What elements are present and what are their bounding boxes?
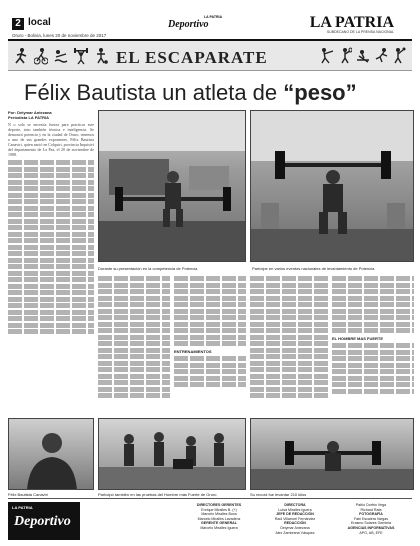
fencer-icon: [320, 47, 334, 65]
text-line: [174, 309, 246, 314]
text-line: [8, 245, 94, 250]
tennis-icon: [338, 47, 352, 65]
byline: [8, 110, 52, 120]
photo-national-events: [250, 110, 414, 262]
footer-col1-role: GERENTE GENERAL: [201, 521, 237, 526]
section-banner: [8, 39, 412, 71]
text-line: [8, 206, 94, 211]
text-line: [98, 367, 170, 372]
footer-col-photo: [336, 503, 406, 535]
text-line: [98, 393, 170, 398]
text-line: [98, 322, 170, 327]
text-line: [250, 335, 328, 340]
text-line: [250, 283, 328, 288]
headline-main: Félix Bautista un atleta de: [24, 80, 284, 105]
footer-col1-name: Enrique Miralles B. (+): [201, 507, 237, 512]
text-line: [174, 382, 246, 387]
text-line: [332, 389, 414, 394]
text-line: [174, 289, 246, 294]
footer-col2-line: REDACCIÓN: [284, 521, 306, 526]
photo3-scene: [9, 419, 94, 490]
footer-col3-line: APG, AB, EFE: [359, 530, 383, 535]
text-line: [8, 238, 94, 243]
supplement-logo: [168, 13, 224, 33]
text-line: [174, 296, 246, 301]
headline-quoted: “peso”: [283, 80, 357, 105]
text-line: [174, 283, 246, 288]
page-header: [0, 0, 420, 36]
dateline: Oruro - Bolivia, lunes 20 de noviembre de 2017: [12, 33, 107, 38]
text-line: [174, 276, 246, 281]
text-line: [332, 322, 414, 327]
footer-col2-head: DIRECTORA: [284, 503, 306, 507]
article-column-5: [332, 276, 414, 416]
text-line: [98, 289, 170, 294]
text-line: [250, 309, 328, 314]
text-line: [98, 315, 170, 320]
text-line: [250, 367, 328, 372]
text-line: [332, 302, 414, 307]
text-line: [174, 369, 246, 374]
footer-col3-line: Fabi Escalera Vargas: [353, 516, 389, 521]
photo-portrait: [8, 418, 94, 490]
text-line: [250, 387, 328, 392]
footer-col2-line: Raúl Villarroel Fernández: [274, 516, 316, 521]
text-line: [8, 303, 94, 308]
article-column-3: [174, 276, 246, 416]
text-line: [8, 297, 94, 302]
photo4-caption: Partícipó también en las pruebas del Hombre más Fuerte de Oruro: [98, 492, 217, 497]
footer-col1-head: DIRECTORES GERENTES: [196, 503, 242, 507]
page-footer: [8, 498, 412, 542]
text-line: [332, 276, 414, 281]
rower-icon: [356, 47, 370, 65]
text-line: [8, 271, 94, 276]
text-line: [174, 335, 246, 340]
basketball-icon: [392, 47, 406, 65]
text-line: [250, 380, 328, 385]
cyclist-icon: [34, 47, 48, 65]
text-line: [332, 343, 414, 348]
text-line: [98, 354, 170, 359]
text-line: [332, 350, 414, 355]
text-line: [98, 328, 170, 333]
text-line: [174, 302, 246, 307]
section-label: local: [28, 17, 51, 28]
photo-competition: [98, 110, 246, 262]
text-line: [98, 296, 170, 301]
footer-col1-name: Marcelo Miralles Bova: [201, 512, 237, 517]
text-line: [8, 199, 94, 204]
text-line: [8, 258, 94, 263]
text-line: [8, 212, 94, 217]
text-line: [332, 376, 414, 381]
text-line: [8, 180, 94, 185]
photo5-caption: Su record fue levantar 210 kilos: [250, 492, 307, 497]
text-line: [250, 361, 328, 366]
text-line: [332, 363, 414, 368]
text-line: [98, 335, 170, 340]
footer-col2-line: Alex Zambrana Vásquez: [275, 530, 315, 535]
photo5-scene: [251, 419, 414, 490]
text-line: [250, 296, 328, 301]
byline-outlet: Periodista LA PATRIA: [8, 115, 50, 120]
footer-col-editorial: [260, 503, 330, 535]
text-line: [8, 284, 94, 289]
footer-col3-line: Erasmo Solares Gemiela: [351, 521, 391, 526]
jumper-icon: [374, 47, 388, 65]
ball-player-icon: [94, 47, 108, 65]
text-line: [332, 296, 414, 301]
text-line: [98, 341, 170, 346]
text-line: [174, 322, 246, 327]
text-line: [8, 219, 94, 224]
text-line: [250, 276, 328, 281]
text-line: [98, 387, 170, 392]
text-line: [250, 289, 328, 294]
footer-logo: [8, 502, 80, 540]
footer-col1-name: Marcelo Miralles Lavadenz: [197, 516, 241, 521]
byline-author: Por: Delymar Antezana: [8, 110, 52, 115]
text-line: [98, 302, 170, 307]
article-headline: [24, 80, 357, 106]
article-column-4: [250, 276, 328, 416]
masthead: LA PATRIA: [309, 14, 394, 31]
text-line: [332, 315, 414, 320]
photo2-scene: [251, 111, 414, 262]
text-line: [174, 328, 246, 333]
text-line: [174, 315, 246, 320]
photo-strongman: [98, 418, 246, 490]
footer-col3-line: FOTOGRAFÍA: [359, 512, 383, 517]
text-line: [250, 354, 328, 359]
text-line: [8, 193, 94, 198]
article-column-2: [98, 276, 170, 416]
text-line: [8, 316, 94, 321]
text-line: [250, 341, 328, 346]
footer-brand: LA PATRIA: [12, 505, 33, 510]
article-column-1: [8, 122, 94, 412]
swimmer-icon: [54, 47, 68, 65]
photo2-caption: Partícipe en varios eventos nacionales de levantamiento de Potencia: [252, 266, 375, 271]
text-line: [8, 277, 94, 282]
weightlifter-icon: [74, 47, 88, 65]
footer-col3-line: AGENCIAS INFORMATIVAS: [347, 525, 395, 530]
text-line: [8, 167, 94, 172]
footer-col3-line: Pablo Dorfrio Vega: [355, 503, 387, 507]
photo3-caption: Félix Bautista Canaviri: [8, 492, 48, 497]
text-line: [98, 276, 170, 281]
supplement-name: Deportivo: [168, 19, 209, 30]
footer-col3-line: Richard Rafa: [360, 507, 382, 512]
text-line: [8, 232, 94, 237]
article-lede: N o solo se necesita fuerza para practicar este deporte, sino también técnica e inteligencia. Se demostró potencia y en la ciudad de Oruro, tenemos a uno de sus grandes exponentes, Félix Bautista Canaviri, quien nació en Colquiri, provincia Inquisivi del departamento de La Paz, el 20 de noviembre de 1988.: [8, 122, 94, 157]
footer-col2-line: JEFE DE REDACCIÓN: [276, 512, 314, 517]
text-line: [8, 160, 94, 165]
text-line: [174, 356, 246, 361]
text-line: [332, 382, 414, 387]
text-line: [332, 309, 414, 314]
text-line: [8, 290, 94, 295]
footer-col2-line: Luisa Miralles Iguera: [278, 507, 312, 512]
text-line: [332, 328, 414, 333]
text-line: [8, 251, 94, 256]
text-line: [250, 322, 328, 327]
text-line: [98, 361, 170, 366]
text-line: [98, 348, 170, 353]
text-line: [8, 225, 94, 230]
text-line: [174, 363, 246, 368]
footer-col-directors: [184, 503, 254, 531]
text-line: [98, 309, 170, 314]
text-line: [250, 328, 328, 333]
text-line: [8, 310, 94, 315]
text-line: [98, 380, 170, 385]
photo1-caption: Durante su presentación en la competencia de Potencia: [98, 266, 198, 271]
supplement-brand: LA PATRIA: [203, 15, 222, 19]
text-line: [8, 329, 94, 334]
text-line: [8, 264, 94, 269]
photo-record: [250, 418, 414, 490]
footer-col2-line: Delymar Antezana: [280, 525, 310, 530]
text-line: [250, 302, 328, 307]
photo1-scene: [99, 111, 246, 262]
text-line: [250, 393, 328, 398]
page-number: 2: [12, 18, 24, 30]
text-line: [250, 348, 328, 353]
subhead-training: ENTRENAMIENTOS: [174, 349, 212, 354]
text-line: [250, 315, 328, 320]
footer-col1-name2: Marcelo Miralles Iguera: [200, 525, 238, 530]
text-line: [8, 186, 94, 191]
text-line: [98, 374, 170, 379]
text-line: [332, 283, 414, 288]
text-line: [98, 283, 170, 288]
footer-supplement: Deportivo: [14, 514, 71, 529]
text-line: [8, 323, 94, 328]
text-line: [250, 374, 328, 379]
masthead-tagline: SUBDECANO DE LA PRENSA NACIONAL: [326, 30, 394, 34]
runner-icon: [14, 47, 28, 65]
text-line: [332, 356, 414, 361]
text-line: [332, 369, 414, 374]
text-line: [332, 289, 414, 294]
banner-title: EL ESCAPARATE: [116, 48, 268, 67]
text-line: [174, 341, 246, 346]
text-line: [174, 376, 246, 381]
photo4-scene: [99, 419, 246, 490]
text-line: [8, 173, 94, 178]
subhead-strongman: EL HOMBRE MAS FUERTE: [332, 336, 384, 341]
